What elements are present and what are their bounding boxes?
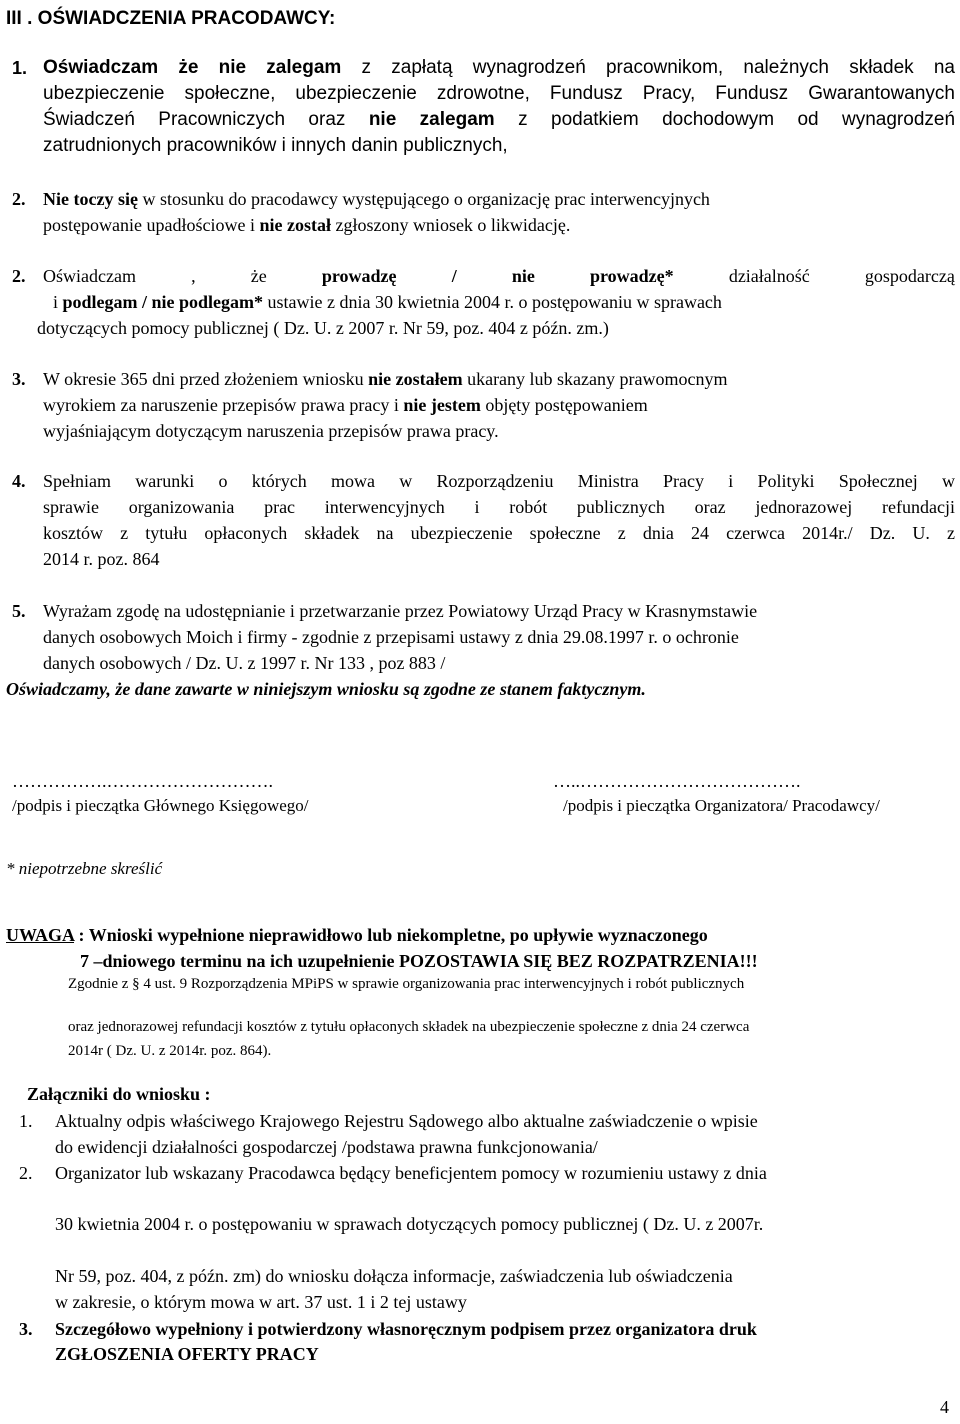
section3-line2-b: objęty postępowaniem (480, 395, 648, 415)
s2b-word-5: / (451, 266, 457, 286)
attachment2-line4: w zakresie, o którym mowa w art. 37 ust. 1 i 2 tej ustawy (55, 1292, 467, 1312)
section3-number: 3. (12, 369, 26, 389)
section4-line1: Spełniam warunki o których mowa w Rozporządzeniu Ministra Pracy i Polityki Społecznej w (43, 471, 955, 491)
section4-line4: 2014 r. poz. 864 (43, 549, 160, 569)
section4-line3: kosztów z tytułu opłaconych składek na ubezpieczenie społeczne z dnia 24 czerwca 2014r./ Dz. U. z (43, 523, 955, 543)
signature-right-dots: …..………………………………. (553, 771, 801, 791)
warning-text1: Wnioski wypełnione nieprawidłowo lub niekompletne, po upływie wyznaczonego (88, 925, 708, 945)
section2b-number: 2. (12, 266, 26, 286)
section1-line2: ubezpieczenie społeczne, ubezpieczenie zdrowotne, Fundusz Pracy, Fundusz Gwarantowanych (43, 83, 955, 104)
s2b-word-8: działalność (728, 266, 810, 286)
section1-line3-a: Świadczeń Pracowniczych oraz (43, 109, 369, 130)
section2b-line2-bold: podlegam / nie podlegam* (62, 292, 264, 312)
warning-note3: 2014r ( Dz. U. z 2014r. poz. 864). (68, 1043, 272, 1059)
warning-colon: : (74, 925, 89, 945)
signature-left-label: /podpis i pieczątka Głównego Księgowego/ (12, 796, 309, 815)
declaration: Oświadczamy, że dane zawarte w niniejszym wniosku są zgodne ze stanem faktycznym. (6, 679, 646, 699)
warning-line2: 7 –dniowego terminu na ich uzupełnienie POZOSTAWIA SIĘ BEZ ROZPATRZENIA!!! (80, 951, 758, 971)
s2b-word-6: nie (511, 266, 535, 286)
section3-line1-bold: nie zostałem (368, 369, 463, 389)
attachment3-line2: ZGŁOSZENIA OFERTY PRACY (55, 1344, 319, 1364)
s2b-word-2: , (191, 266, 196, 286)
attachment2-line2: 30 kwietnia 2004 r. o postępowaniu w sprawach dotyczących pomocy publicznej ( Dz. U. z 2007r. (55, 1214, 764, 1234)
section5-line3: danych osobowych / Dz. U. z 1997 r. Nr 133 , poz 883 / (43, 653, 446, 673)
section2b-line2-a: i (53, 292, 63, 312)
section1-line3-b: z podatkiem dochodowym od wynagrodzeń (494, 109, 956, 130)
section2-line1-rest: w stosunku do pracodawcy występującego o organizację prac interwencyjnych (137, 189, 710, 209)
attachment1-number: 1. (19, 1111, 33, 1131)
section3-line1-a: W okresie 365 dni przed złożeniem wniosku (43, 369, 369, 389)
section2b-line2 (53, 291, 722, 313)
attachment1-line2: do ewidencji działalności gospodarczej /podstawa prawna funkcjonowania/ (55, 1137, 598, 1157)
section1-number: 1. (12, 58, 28, 78)
attachment2-line1: Organizator lub wskazany Pracodawca będący beneficjentem pomocy w rozumieniu ustawy z dnia (55, 1163, 767, 1183)
section1-line3-bold: nie zalegam (368, 109, 495, 130)
section3-line2-a: wyrokiem za naruszenie przepisów prawa pracy i (43, 395, 404, 415)
section5-line2: danych osobowych Moich i firmy - zgodnie z przepisami ustawy z dnia 29.08.1997 r. o ochronie (43, 627, 739, 647)
warning-label: UWAGA (6, 925, 75, 945)
section4-number: 4. (12, 471, 26, 491)
footnote: * niepotrzebne skreślić (6, 859, 163, 878)
attachment1-line1: Aktualny odpis właściwego Krajowego Rejestru Sądowego albo aktualne zaświadczenie o wpisie (55, 1111, 758, 1131)
section3-line1-b: ukarany lub skazany prawomocnym (462, 369, 728, 389)
attachment3-number: 3. (19, 1319, 33, 1339)
section2b-line2-b: ustawie z dnia 30 kwietnia 2004 r. o postępowaniu w sprawach (263, 292, 722, 312)
section2-bold: Nie toczy się (43, 189, 138, 209)
signature-left-dots: …………….………………………. (12, 771, 273, 791)
section2-line2 (43, 214, 570, 236)
s2b-word-3: że (250, 266, 267, 286)
section-title: III . OŚWIADCZENIA PRACODAWCY: (6, 8, 336, 29)
section5-line1: Wyrażam zgodę na udostępnianie i przetwarzanie przez Powiatowy Urząd Pracy w Krasnymstawie (43, 601, 758, 621)
section5-number: 5. (12, 601, 26, 621)
section3-line2-bold: nie jestem (403, 395, 481, 415)
section2b-line1 (43, 265, 955, 287)
attachments-title: Załączniki do wniosku : (27, 1084, 211, 1104)
warning-line1 (6, 924, 708, 946)
section2-line2-a: postępowanie upadłościowe i (43, 215, 260, 235)
section2-line2-bold: nie został (259, 215, 331, 235)
section1-line1 (43, 57, 955, 79)
warning-note1: Zgodnie z § 4 ust. 9 Rozporządzenia MPiPS w sprawie organizowania prac interwencyjnych i robót publicznych (68, 976, 745, 992)
section4-line2: sprawie organizowania prac interwencyjnych i robót publicznych oraz jednorazowej refundacji (43, 497, 955, 517)
page-number: 4 (940, 1397, 949, 1417)
section3-line2 (43, 394, 648, 416)
s2b-word-4: prowadzę (321, 266, 397, 286)
attachment3-line1: Szczegółowo wypełniony i potwierdzony własnoręcznym podpisem przez organizatora druk (55, 1319, 757, 1339)
s2b-word-7: prowadzę* (590, 266, 674, 286)
signature-right-label: /podpis i pieczątka Organizatora/ Pracodawcy/ (563, 796, 880, 815)
section1-bold-phrase: Oświadczam że nie zalegam (43, 57, 342, 78)
section2b-line3: dotyczących pomocy publicznej ( Dz. U. z 2007 r. Nr 59, poz. 404 z późn. zm.) (37, 318, 609, 338)
section1-line3 (43, 109, 955, 131)
s2b-word-1: Oświadczam (43, 266, 136, 286)
section3-line3: wyjaśniającym dotyczącym naruszenia przepisów prawa pracy. (43, 421, 499, 441)
warning-note2: oraz jednorazowej refundacji kosztów z tytułu opłaconych składek na ubezpieczenie społeczne z dnia 24 czerwca (68, 1019, 750, 1035)
attachment2-number: 2. (19, 1163, 33, 1183)
section2-line1 (43, 188, 710, 210)
s2b-word-9: gospodarczą (864, 266, 955, 286)
section1-line4: zatrudnionych pracowników i innych danin publicznych, (43, 135, 508, 156)
section2-number: 2. (12, 189, 26, 209)
section3-line1 (43, 368, 728, 390)
attachment2-line3: Nr 59, poz. 404, z późn. zm) do wniosku dołącza informacje, zaświadczenia lub oświadczenia (55, 1266, 733, 1286)
section2-line2-b: zgłoszony wniosek o likwidację. (330, 215, 571, 235)
section1-line1-rest: z zapłatą wynagrodzeń pracownikom, należnych składek na (341, 57, 955, 78)
